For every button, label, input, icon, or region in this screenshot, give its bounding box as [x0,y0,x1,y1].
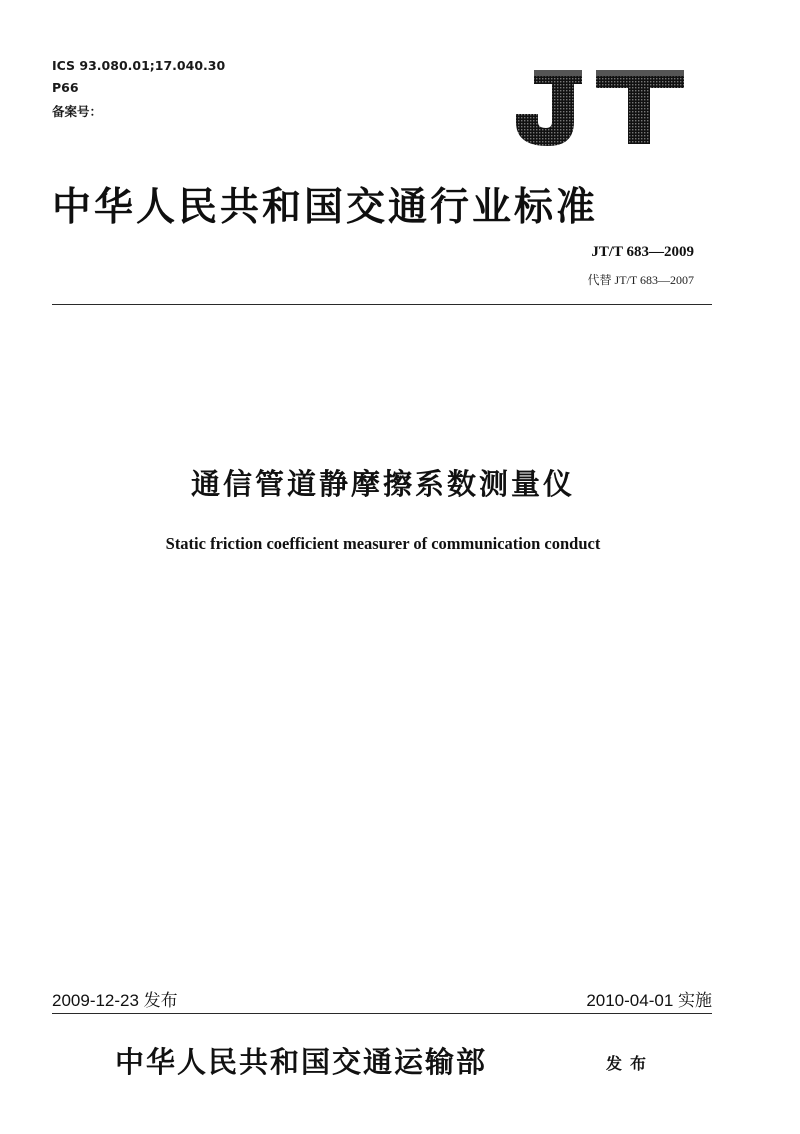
bottom-divider [52,1013,712,1014]
publish-label: 发布 [606,1054,655,1073]
ics-code: ICS 93.080.01;17.040.30 [52,58,226,73]
standard-code: JT/T 683—2009 [591,244,694,260]
ccs-code: P66 [52,80,79,95]
replaces-code: 代替 JT/T 683—2007 [587,273,694,287]
jt-logo [512,66,687,148]
organization-title: 中华人民共和国交通行业标准 [52,184,599,230]
issue-date: 2009-12-23 发布 [52,991,178,1010]
standard-title-cn: 通信管道静摩擦系数测量仪 [190,467,575,501]
implementation-date: 2010-04-01 实施 [586,991,712,1010]
publisher-name: 中华人民共和国交通运输部 [115,1045,488,1079]
standard-title-en: Static friction coefficient measurer of communication conduct [165,534,601,553]
record-number-label: 备案号： [52,104,103,119]
top-divider [52,304,712,305]
